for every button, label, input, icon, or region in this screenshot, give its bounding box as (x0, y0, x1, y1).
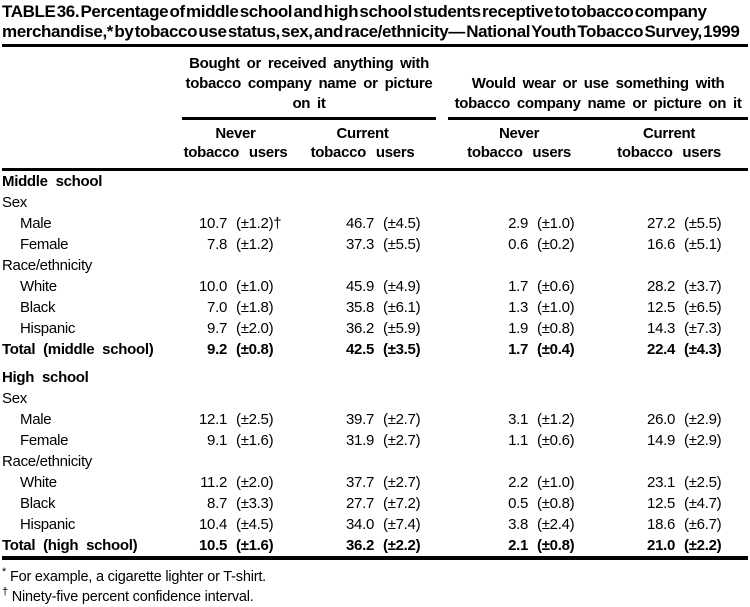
subcol-bought-current (289, 119, 436, 170)
footnote-text: For example, a cigarette lighter or T-shirt. (9, 569, 267, 585)
percent-value: 10.4 (199, 516, 227, 533)
confidence-interval: (±5.5) (383, 236, 421, 253)
confidence-interval: (±1.2)† (236, 215, 282, 232)
percent-value: 12.5 (647, 299, 676, 316)
subcol-line1: Never (215, 125, 256, 142)
row-high-school (2, 367, 748, 388)
confidence-interval: (±1.6) (227, 535, 289, 558)
confidence-interval: (±5.9) (383, 320, 421, 337)
confidence-interval: (±0.4) (537, 341, 575, 358)
percent-value: 37.7 (346, 474, 374, 491)
row-middle-school (2, 170, 748, 193)
group-gap (436, 192, 448, 213)
percent-value (590, 170, 675, 193)
percent-value: 3.1 (508, 411, 529, 428)
row-label: White (20, 278, 57, 295)
group-gap (436, 318, 448, 339)
group-gap (436, 451, 448, 472)
percent-value: 22.4 (647, 341, 676, 358)
group-gap (436, 388, 448, 409)
confidence-interval: (±7.2) (383, 495, 421, 512)
confidence-interval: (±4.5) (383, 215, 421, 232)
percent-value (590, 451, 675, 472)
footnote-merchandise-example (2, 567, 748, 587)
row-label: Sex (2, 390, 27, 407)
confidence-interval (227, 192, 289, 213)
confidence-interval (227, 451, 289, 472)
footnote-marker-dagger: † (2, 586, 8, 599)
percent-value: 7.8 (207, 236, 227, 253)
confidence-interval: (±3.5) (383, 341, 421, 358)
row-ms-black (2, 297, 748, 318)
row-total-high-school (2, 535, 748, 558)
footnote-text: Ninety-five percent confidence interval. (11, 589, 254, 605)
confidence-interval (374, 451, 436, 472)
row-label: Hispanic (20, 516, 76, 533)
row-label: Middle school (2, 173, 103, 190)
confidence-interval: (±1.0) (537, 474, 575, 491)
group-gap (436, 535, 448, 558)
percent-value (448, 170, 528, 193)
footnote-marker-asterisk: * (2, 566, 7, 579)
confidence-interval: (±1.2) (537, 411, 575, 428)
percent-value: 7.0 (207, 299, 227, 316)
confidence-interval: (±2.2) (374, 535, 436, 558)
row-label: Total (high school) (2, 535, 182, 558)
confidence-interval: (±0.2) (537, 236, 575, 253)
confidence-interval: (±2.7) (383, 474, 421, 491)
row-hs-white (2, 472, 748, 493)
subcolumn-row (2, 119, 748, 170)
subcol-line2: tobacco users (310, 144, 415, 161)
row-ms-female (2, 234, 748, 255)
confidence-interval: (±2.7) (383, 411, 421, 428)
row-label: Hispanic (20, 320, 76, 337)
row-ms-hispanic (2, 318, 748, 339)
percent-value: 1.7 (508, 341, 529, 358)
row-label: Race/ethnicity (2, 257, 93, 274)
group-gap (436, 46, 448, 119)
group-gap (436, 119, 448, 170)
confidence-interval: (±0.8) (537, 495, 575, 512)
percent-value: 23.1 (647, 474, 676, 491)
percent-value: 37.3 (346, 236, 374, 253)
confidence-interval: (±6.1) (383, 299, 421, 316)
confidence-interval (227, 367, 289, 388)
percent-value: 1.1 (508, 432, 529, 449)
confidence-interval (374, 367, 436, 388)
percent-value (448, 255, 528, 276)
row-label: Sex (2, 194, 27, 211)
row-hs-female (2, 430, 748, 451)
confidence-interval: (±3.7) (684, 278, 722, 295)
row-label: Female (20, 236, 69, 253)
confidence-interval (374, 388, 436, 409)
row-hs-male (2, 409, 748, 430)
column-group-bought: Bought or received anything with tobacco company name or picture on it (182, 46, 436, 119)
percent-value: 9.7 (207, 320, 227, 337)
percent-value (448, 367, 528, 388)
confidence-interval: (±1.6) (236, 432, 274, 449)
group-gap (436, 276, 448, 297)
percent-value: 34.0 (346, 516, 374, 533)
confidence-interval: (±5.1) (684, 236, 722, 253)
confidence-interval: (±6.7) (684, 516, 722, 533)
row-label: Male (20, 411, 52, 428)
percent-value (289, 388, 374, 409)
percent-value: 8.7 (207, 495, 227, 512)
group-gap (436, 170, 448, 193)
group-gap (436, 213, 448, 234)
row-ms-white (2, 276, 748, 297)
confidence-interval (528, 451, 590, 472)
row-label: Black (20, 299, 56, 316)
confidence-interval: (±2.0) (236, 320, 274, 337)
confidence-interval: (±2.5) (236, 411, 274, 428)
group-gap (436, 493, 448, 514)
confidence-interval: (±4.3) (684, 341, 722, 358)
percent-value: 16.6 (647, 236, 676, 253)
confidence-interval (528, 192, 590, 213)
confidence-interval: (±0.8) (528, 535, 590, 558)
row-hs-hispanic (2, 514, 748, 535)
percent-value: 46.7 (346, 215, 374, 232)
confidence-interval: (±2.9) (684, 411, 722, 428)
percent-value (590, 255, 675, 276)
confidence-interval: (±2.0) (236, 474, 274, 491)
percent-value: 28.2 (647, 278, 676, 295)
confidence-interval (227, 170, 289, 193)
percent-value: 39.7 (346, 411, 374, 428)
percent-value: 9.1 (207, 432, 227, 449)
confidence-interval: (±1.8) (236, 299, 274, 316)
percent-value: 2.1 (448, 535, 528, 558)
confidence-interval (528, 388, 590, 409)
row-label: Female (20, 432, 69, 449)
percent-value (590, 367, 675, 388)
row-label: Race/ethnicity (2, 453, 93, 470)
confidence-interval: (±2.4) (537, 516, 575, 533)
percent-value: 10.5 (182, 535, 227, 558)
row-label: Black (20, 495, 56, 512)
percent-value (289, 255, 374, 276)
percent-value: 1.3 (508, 299, 529, 316)
confidence-interval: (±4.5) (236, 516, 274, 533)
confidence-interval: (±2.2) (675, 535, 748, 558)
column-group-would: Would wear or use something with tobacco company name or picture on it (448, 46, 748, 119)
row-label: High school (2, 369, 89, 386)
percent-value: 1.7 (508, 278, 529, 295)
confidence-interval: (±7.3) (684, 320, 722, 337)
percent-value (182, 388, 227, 409)
column-group-row (2, 46, 748, 119)
confidence-interval (528, 255, 590, 276)
percent-value: 14.3 (647, 320, 676, 337)
percent-value (182, 451, 227, 472)
percent-value (448, 388, 528, 409)
percent-value (590, 388, 675, 409)
confidence-interval (374, 255, 436, 276)
row-spacer (2, 360, 748, 367)
percent-value: 12.5 (647, 495, 676, 512)
percent-value (289, 367, 374, 388)
percent-value: 27.7 (346, 495, 374, 512)
percent-value (289, 192, 374, 213)
percent-value: 36.2 (289, 535, 374, 558)
percent-value: 1.9 (508, 320, 529, 337)
confidence-interval (374, 170, 436, 193)
spacer-cell (2, 360, 748, 367)
confidence-interval (675, 388, 748, 409)
confidence-interval: (±1.2) (236, 236, 274, 253)
corner-cell (2, 46, 182, 119)
row-ms-male (2, 213, 748, 234)
subcol-line2: tobacco users (617, 144, 721, 161)
confidence-interval: (±2.9) (684, 432, 722, 449)
confidence-interval: (±1.0) (537, 215, 575, 232)
subcol-line1: Current (643, 125, 696, 142)
percent-value: 9.2 (207, 341, 227, 358)
percent-value (289, 451, 374, 472)
confidence-interval (675, 367, 748, 388)
confidence-interval: (±4.9) (383, 278, 421, 295)
percent-value (182, 170, 227, 193)
percent-value: 11.2 (200, 474, 227, 491)
subcol-line1: Never (498, 125, 540, 142)
group-gap (436, 255, 448, 276)
confidence-interval: (±4.7) (684, 495, 722, 512)
confidence-interval (528, 170, 590, 193)
group-gap (436, 409, 448, 430)
percent-value (182, 367, 227, 388)
confidence-interval: (±0.8) (537, 320, 575, 337)
subcol-would-never (448, 119, 590, 170)
confidence-interval: (±0.8) (236, 341, 274, 358)
table-title: TABLE 36. Percentage of middle school and high school students receptive to tobacco company merchandise,* by tobacco use status, sex, and race/ethnicity— National Youth Tobacco Survey, 1999 (2, 2, 740, 41)
row-race-ethnicity (2, 451, 748, 472)
footnotes (2, 567, 748, 607)
confidence-interval (675, 192, 748, 213)
percent-value: 31.9 (346, 432, 374, 449)
percent-value: 35.8 (346, 299, 374, 316)
table-body (2, 170, 748, 559)
confidence-interval (374, 192, 436, 213)
row-sex (2, 388, 748, 409)
row-hs-black (2, 493, 748, 514)
percent-value (448, 192, 528, 213)
percent-value: 14.9 (647, 432, 676, 449)
percent-value (182, 255, 227, 276)
confidence-interval: (±0.6) (537, 432, 575, 449)
group-gap (436, 472, 448, 493)
subcol-bought-never (182, 119, 289, 170)
confidence-interval (675, 255, 748, 276)
percent-value: 10.0 (199, 278, 227, 295)
percent-value: 21.0 (590, 535, 675, 558)
confidence-interval: (±1.0) (236, 278, 274, 295)
percent-value: 36.2 (346, 320, 374, 337)
confidence-interval: (±5.5) (684, 215, 722, 232)
confidence-interval (675, 170, 748, 193)
percent-value: 0.6 (508, 236, 529, 253)
percent-value: 45.9 (346, 278, 374, 295)
group-gap (436, 234, 448, 255)
merchandise-table (2, 44, 748, 560)
percent-value (590, 192, 675, 213)
group-gap (436, 297, 448, 318)
confidence-interval (227, 388, 289, 409)
confidence-interval: (±7.4) (383, 516, 421, 533)
confidence-interval: (±6.5) (684, 299, 722, 316)
row-label: Male (20, 215, 52, 232)
confidence-interval: (±2.7) (383, 432, 421, 449)
confidence-interval (227, 255, 289, 276)
percent-value: 2.9 (508, 215, 529, 232)
confidence-interval: (±2.5) (684, 474, 722, 491)
footnote-confidence-interval (2, 587, 748, 607)
group-gap (436, 430, 448, 451)
confidence-interval (675, 451, 748, 472)
confidence-interval: (±1.0) (537, 299, 575, 316)
percent-value: 26.0 (647, 411, 676, 428)
confidence-interval: (±0.6) (537, 278, 575, 295)
percent-value: 0.5 (508, 495, 529, 512)
percent-value: 42.5 (346, 341, 374, 358)
percent-value: 10.7 (199, 215, 227, 232)
group-gap (436, 339, 448, 360)
confidence-interval (528, 367, 590, 388)
group-gap (436, 367, 448, 388)
subcol-would-current (590, 119, 748, 170)
row-label: White (20, 474, 57, 491)
row-total-middle-school (2, 339, 748, 360)
row-label: Total (middle school) (2, 341, 154, 358)
percent-value: 3.8 (508, 516, 529, 533)
percent-value: 18.6 (647, 516, 676, 533)
subcol-line2: tobacco users (467, 144, 571, 161)
percent-value (448, 451, 528, 472)
percent-value (289, 170, 374, 193)
confidence-interval: (±3.3) (236, 495, 274, 512)
corner-cell (2, 119, 182, 170)
percent-value (182, 192, 227, 213)
row-sex (2, 192, 748, 213)
group-gap (436, 514, 448, 535)
percent-value: 12.1 (199, 411, 227, 428)
percent-value: 27.2 (647, 215, 676, 232)
subcol-line1: Current (336, 125, 389, 142)
percent-value: 2.2 (508, 474, 529, 491)
subcol-line2: tobacco users (183, 144, 288, 161)
row-race-ethnicity (2, 255, 748, 276)
table-header (2, 46, 748, 170)
